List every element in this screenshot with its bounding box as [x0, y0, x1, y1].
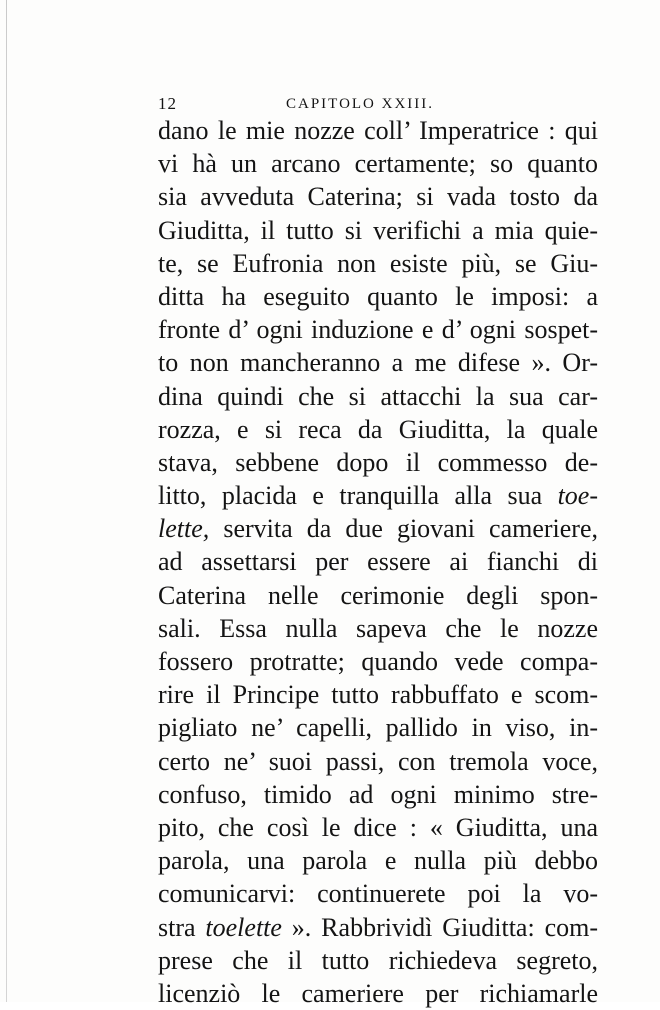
body-text: [158, 114, 598, 1010]
text-line: dina quindi che si attacchi la sua car-: [158, 381, 598, 411]
text-line: fronte d’ ogni induzione e d’ ogni sospet-: [158, 315, 598, 345]
page-gutter-edge: [6, 0, 7, 1002]
text-line: Caterina nelle cerimonie degli spon-: [158, 580, 598, 610]
text-line: stra toelette ». Rabbrividì Giuditta: com-: [158, 912, 598, 942]
text-line: licenziò le cameriere per richiamarle: [158, 978, 598, 1008]
text-line: confuso, timido ad ogni minimo stre-: [158, 779, 598, 809]
italic-word: toe-: [557, 481, 598, 511]
text-line: certo ne’ suoi passi, con tremola voce,: [158, 746, 598, 776]
text-line: litto, placida e tranquilla alla sua toe-: [158, 481, 598, 511]
text-line: prese che il tutto richiedeva segreto,: [158, 945, 598, 975]
text-line: dano le mie nozze coll’ Imperatrice : qui: [158, 116, 598, 145]
text-line: ad assettarsi per essere ai fianchi di: [158, 547, 598, 577]
text-line: sia avveduta Caterina; si vada tosto da: [158, 182, 598, 212]
text-line: stava, sebbene dopo il commesso de-: [158, 447, 598, 477]
text-line: pito, che così le dice : « Giuditta, una: [158, 812, 598, 842]
italic-word: toelette: [205, 912, 282, 942]
text-line: lette, servita da due giovani cameriere,: [158, 514, 598, 544]
italic-word: lette,: [158, 514, 210, 544]
text-line: Giuditta, il tutto si verifichi a mia quie-: [158, 215, 598, 245]
running-head: CAPITOLO XXIII.: [286, 96, 435, 112]
text-line: te, se Eufronia non esiste più, se Giu-: [158, 248, 598, 278]
text-line: to non mancheranno a me difese ». Or-: [158, 348, 598, 378]
text-line: vi hà un arcano certamente; so quanto: [158, 149, 598, 179]
page-number: 12: [158, 94, 177, 113]
text-line: comunicarvi: continuerete poi la vo-: [158, 879, 598, 909]
text-line: fossero protratte; quando vede compa-: [158, 647, 598, 676]
text-line: sali. Essa nulla sapeva che le nozze: [158, 613, 598, 643]
text-line: pigliato ne’ capelli, pallido in viso, in-: [158, 713, 598, 743]
text-line: ditta ha eseguito quanto le imposi: a: [158, 281, 598, 311]
text-line: parola, una parola e nulla più debbo: [158, 846, 598, 876]
text-line: rire il Principe tutto rabbuffato e scom-: [158, 680, 598, 710]
text-line: rozza, e si reca da Giuditta, la quale: [158, 414, 598, 444]
